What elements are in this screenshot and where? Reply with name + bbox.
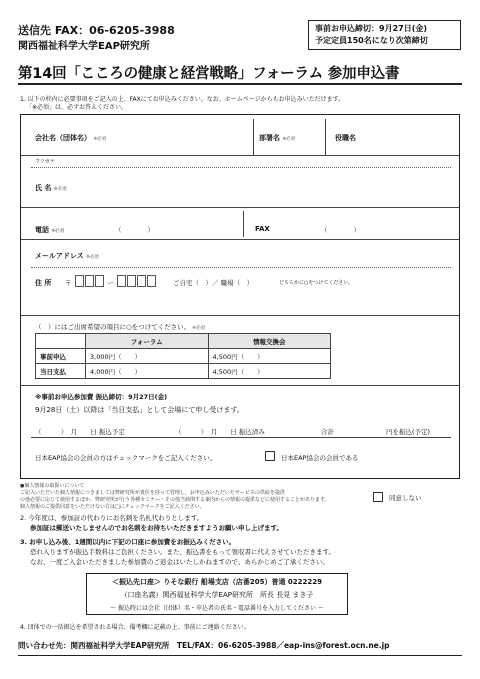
fee-header-party: 情報交換会 bbox=[208, 334, 331, 349]
bank-line-2: （口座名義）関西福祉科学大学EAP研究所 所長 長見 まき子 bbox=[120, 591, 314, 599]
note-3-line-1: 3. お申し込み後、1週間以内に下記の口座に参加費をお振込みください。 bbox=[20, 538, 236, 546]
payment-done[interactable]: （ ） 月 日 振込済み bbox=[175, 428, 265, 436]
fee-row2-party[interactable]: 4,500円（ ） bbox=[208, 364, 331, 379]
note-3-line-3: なお、一度ご入金いただきました参加費のご返金はいたしかねますので、あらかじめご了承ください。 bbox=[30, 558, 329, 566]
fee-row1-party[interactable]: 4,500円（ ） bbox=[208, 349, 331, 364]
deadline-line-2: 予定定員150名になり次第締切 bbox=[315, 36, 428, 45]
payment-scheduled[interactable]: （ ） 月 日 振込予定 bbox=[35, 428, 125, 436]
note-3-line-2: 恐れ入りますが振込手数料はご負担ください。また、振込書をもって領収書に代えさせていただきます。 bbox=[30, 548, 335, 556]
payment-total[interactable]: 合計 円を振込(予定) bbox=[321, 428, 431, 436]
postal-code-boxes-2[interactable] bbox=[117, 275, 157, 287]
title-divider bbox=[18, 83, 462, 85]
instruction-line-1: 1. 以下の枠内に必要事項をご記入の上、FAXにてお申込みください。なお、ホームページからもお申込みいただけます。 bbox=[20, 96, 345, 103]
dept-label: 部署名 ※必須 bbox=[259, 134, 296, 142]
privacy-line-2: の他必要に応じて使用するほか、弊研究所が行う各種セミナー・その他当該関する案内からの情報の提供などに使用することがあります。 bbox=[20, 497, 330, 503]
instruction-line-2: 「※必須」は、必ずお答えください。 bbox=[26, 104, 128, 111]
email-label: メールアドレス ※必須 bbox=[35, 252, 99, 260]
table-row bbox=[36, 364, 331, 379]
bank-line-1: ＜振込先口座＞ りそな銀行 船場支店（店番205）普通 0222229 bbox=[111, 578, 323, 586]
note-2 bbox=[20, 513, 283, 533]
privacy-line-1: ご記入いただいた個人情報につきましては弊研究所が責任を持って管理し、お申込みいただいたサービスの供給を提供 bbox=[20, 490, 285, 496]
phone-label: 電話 ※必須 bbox=[35, 226, 65, 234]
name-label: 氏 名 ※必須 bbox=[35, 184, 67, 192]
table-row bbox=[36, 349, 331, 364]
header-fax: 送信先 FAX：06-6205-3988 bbox=[18, 24, 175, 37]
fax-area-paren: （ ） bbox=[321, 226, 360, 234]
payment-deadline: ※事前お申込参加費 振込締切：9月27日(金) bbox=[35, 393, 168, 401]
attend-instruction: （ ）にはご出席希望の項目に○をつけてください。 ※必須 bbox=[35, 323, 206, 331]
fee-row1-forum[interactable]: 3,000円（ ） bbox=[86, 349, 209, 364]
privacy-notice bbox=[20, 483, 360, 511]
bank-account-box bbox=[86, 573, 348, 615]
note-2-line-2: 参加証は郵送いたしませんのでお名刺をお持ちいただきますようお願い申し上げます。 bbox=[30, 524, 283, 532]
note-4: 4. 団体での一括振込を希望される場合、備考欄に記載の上、事前にご連絡ください。 bbox=[20, 624, 250, 631]
note-2-line-1: 2. 今年度は、参加証の代わりにお名刺を名札代わりとします。 bbox=[20, 514, 204, 522]
privacy-title: ●個人情報の取扱いについて bbox=[20, 483, 85, 489]
fee-row2-label: 当日支払 bbox=[36, 364, 86, 379]
bank-line-3: 〜 振込時には会社（団体）名・申込者の氏名・電話番号を入力してください 〜 bbox=[110, 605, 324, 612]
footer-divider bbox=[18, 655, 462, 656]
phone-area-paren: （ ） bbox=[115, 226, 154, 234]
postal-mark: 〒 bbox=[65, 279, 72, 287]
privacy-disagree-label: 同意しない bbox=[389, 494, 422, 502]
header-organization: 関西福祉科学大学EAP研究所 bbox=[18, 41, 150, 52]
privacy-disagree-checkbox[interactable] bbox=[373, 492, 383, 502]
address-hint: どちらかに○をつけてください。 bbox=[279, 280, 354, 286]
eap-member-label: 日本EAP協会の会員である bbox=[281, 454, 359, 462]
furigana-label: フリガナ bbox=[35, 159, 55, 165]
position-label: 役職名 bbox=[335, 134, 356, 142]
eap-member-checkbox[interactable] bbox=[265, 451, 275, 461]
company-label: 会社名（団体名） ※必須 bbox=[35, 134, 107, 142]
fee-table bbox=[35, 333, 331, 379]
fee-row1-label: 事前申込 bbox=[36, 349, 86, 364]
postal-code-boxes-1[interactable] bbox=[75, 275, 105, 287]
home-work-choice[interactable]: ご自宅（ ）／ 職場（ ） bbox=[173, 279, 254, 287]
fee-header-forum: フォーラム bbox=[86, 334, 209, 349]
privacy-line-3: 個人情報のご提供同意をいただけない方は□にチェックマークをご記入ください。 bbox=[20, 504, 205, 510]
address-label: 住 所 bbox=[35, 279, 52, 287]
postal-dash: ー bbox=[107, 279, 114, 287]
footer-contact: 問い合わせ先：関西福祉科学大学EAP研究所 TEL/FAX：06-6205-3988／eap-ins@forest.ocn.ne.jp bbox=[18, 641, 390, 650]
fax-label: FAX bbox=[255, 225, 270, 233]
note-3 bbox=[20, 537, 335, 567]
page-title: 第14回「こころの健康と経営戦略」フォーラム 参加申込書 bbox=[18, 66, 400, 82]
deadline-box bbox=[308, 20, 461, 50]
deadline-line-1: 事前お申込締切：9月27日(金) bbox=[315, 24, 428, 33]
eap-instruction: 日本EAP協会の会員の方はチェックマークをご記入ください。 bbox=[35, 454, 217, 462]
application-form bbox=[20, 114, 460, 479]
payment-note: 9月28日（土）以降は「当日支払」として会場にて申し受けます。 bbox=[35, 406, 244, 414]
fee-row2-forum[interactable]: 4,000円（ ） bbox=[86, 364, 209, 379]
